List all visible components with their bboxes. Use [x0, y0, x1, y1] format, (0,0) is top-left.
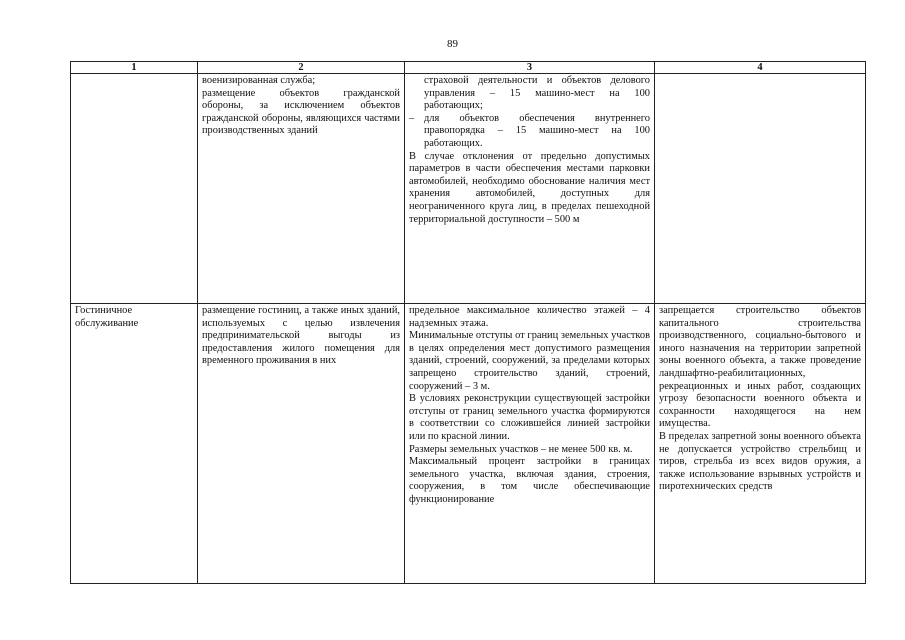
table-row	[71, 74, 866, 304]
paragraph: Минимальные отступы от границ земельных участков в целях определения мест допустимого размещения зданий, строений, сооружений, за пределами которых запрещено строительство зданий, строений, сооружений – 3 м.	[409, 330, 650, 392]
cell-land-use-name	[71, 304, 198, 584]
list-item	[409, 113, 650, 151]
cell-parameters	[405, 304, 655, 584]
list-item-text: для объектов обеспечения внутреннего правопорядка – 15 машино-мест на 100 работающих.	[424, 112, 650, 149]
land-use-name: Гостиничное обслуживание	[75, 305, 139, 329]
cell-restrictions	[655, 304, 866, 584]
paragraph: запрещается строительство объектов капитального строительства производственного, социально-бытового и иного назначения на территории запретной зоны военного объекта, а также проведение ландшафтно-реабилитационных,	[659, 305, 861, 379]
header-col-2: 2	[198, 62, 405, 74]
paragraph: страховой деятельности и объектов делового управления – 15 машино-мест на 100 работающих;	[424, 75, 650, 112]
paragraph: предельное максимальное количество этажей – 4 надземных этажа.	[409, 305, 650, 329]
regulations-table	[70, 61, 866, 584]
paragraph: размещение объектов гражданской обороны, за исключением объектов гражданской обороны, являющихся частями производственных зданий	[202, 87, 400, 137]
paragraph: военизированная служба;	[202, 75, 316, 86]
paragraph: В пределах запретной зоны военного объекта не допускается устройство стрельбищ и тиров, стрельба из всех видов оружия, а также использование взрывных устройств и пиротехнических средств	[659, 430, 861, 493]
cell-land-use-description	[198, 74, 405, 304]
paragraph: рекреационных и иных работ, создающих угрозу безопасности военного объекта и сохранности находящегося на нем имущества.	[659, 380, 861, 430]
header-col-1: 1	[71, 62, 198, 74]
paragraph: Максимальный процент застройки в границах земельного участка, включая здания, строения, сооружения, в том числе обеспечивающие функционирование	[409, 456, 650, 505]
cell-land-use-name	[71, 74, 198, 304]
dash-marker: –	[409, 112, 415, 124]
cell-restrictions	[655, 74, 866, 304]
paragraph: Размеры земельных участков – не менее 500 кв. м.	[409, 443, 633, 455]
table-row	[71, 304, 866, 584]
cell-parameters	[405, 74, 655, 304]
header-col-3: 3	[405, 62, 655, 74]
header-row	[71, 62, 866, 74]
header-col-4: 4	[655, 62, 866, 74]
cell-land-use-description	[198, 304, 405, 584]
paragraph: В условиях реконструкции существующей застройки отступы от границ земельного участка формируются в соответствии со сложившейся линией застройки или по красной линии.	[409, 393, 650, 442]
paragraph: размещение гостиниц, а также иных зданий, используемых с целью извлечения предпринимательской выгоды из предоставления жилого помещения для временного проживания в них	[202, 305, 400, 367]
page-number: 89	[447, 38, 458, 50]
paragraph: В случае отклонения от предельно допустимых параметров в части обеспечения местами парковки автомобилей, необходимо обоснование наличия мест хранения автомобилей, доступных для неограниченного круга лиц, в пределах пешеходной территориальной доступности – 500 м	[409, 150, 650, 225]
